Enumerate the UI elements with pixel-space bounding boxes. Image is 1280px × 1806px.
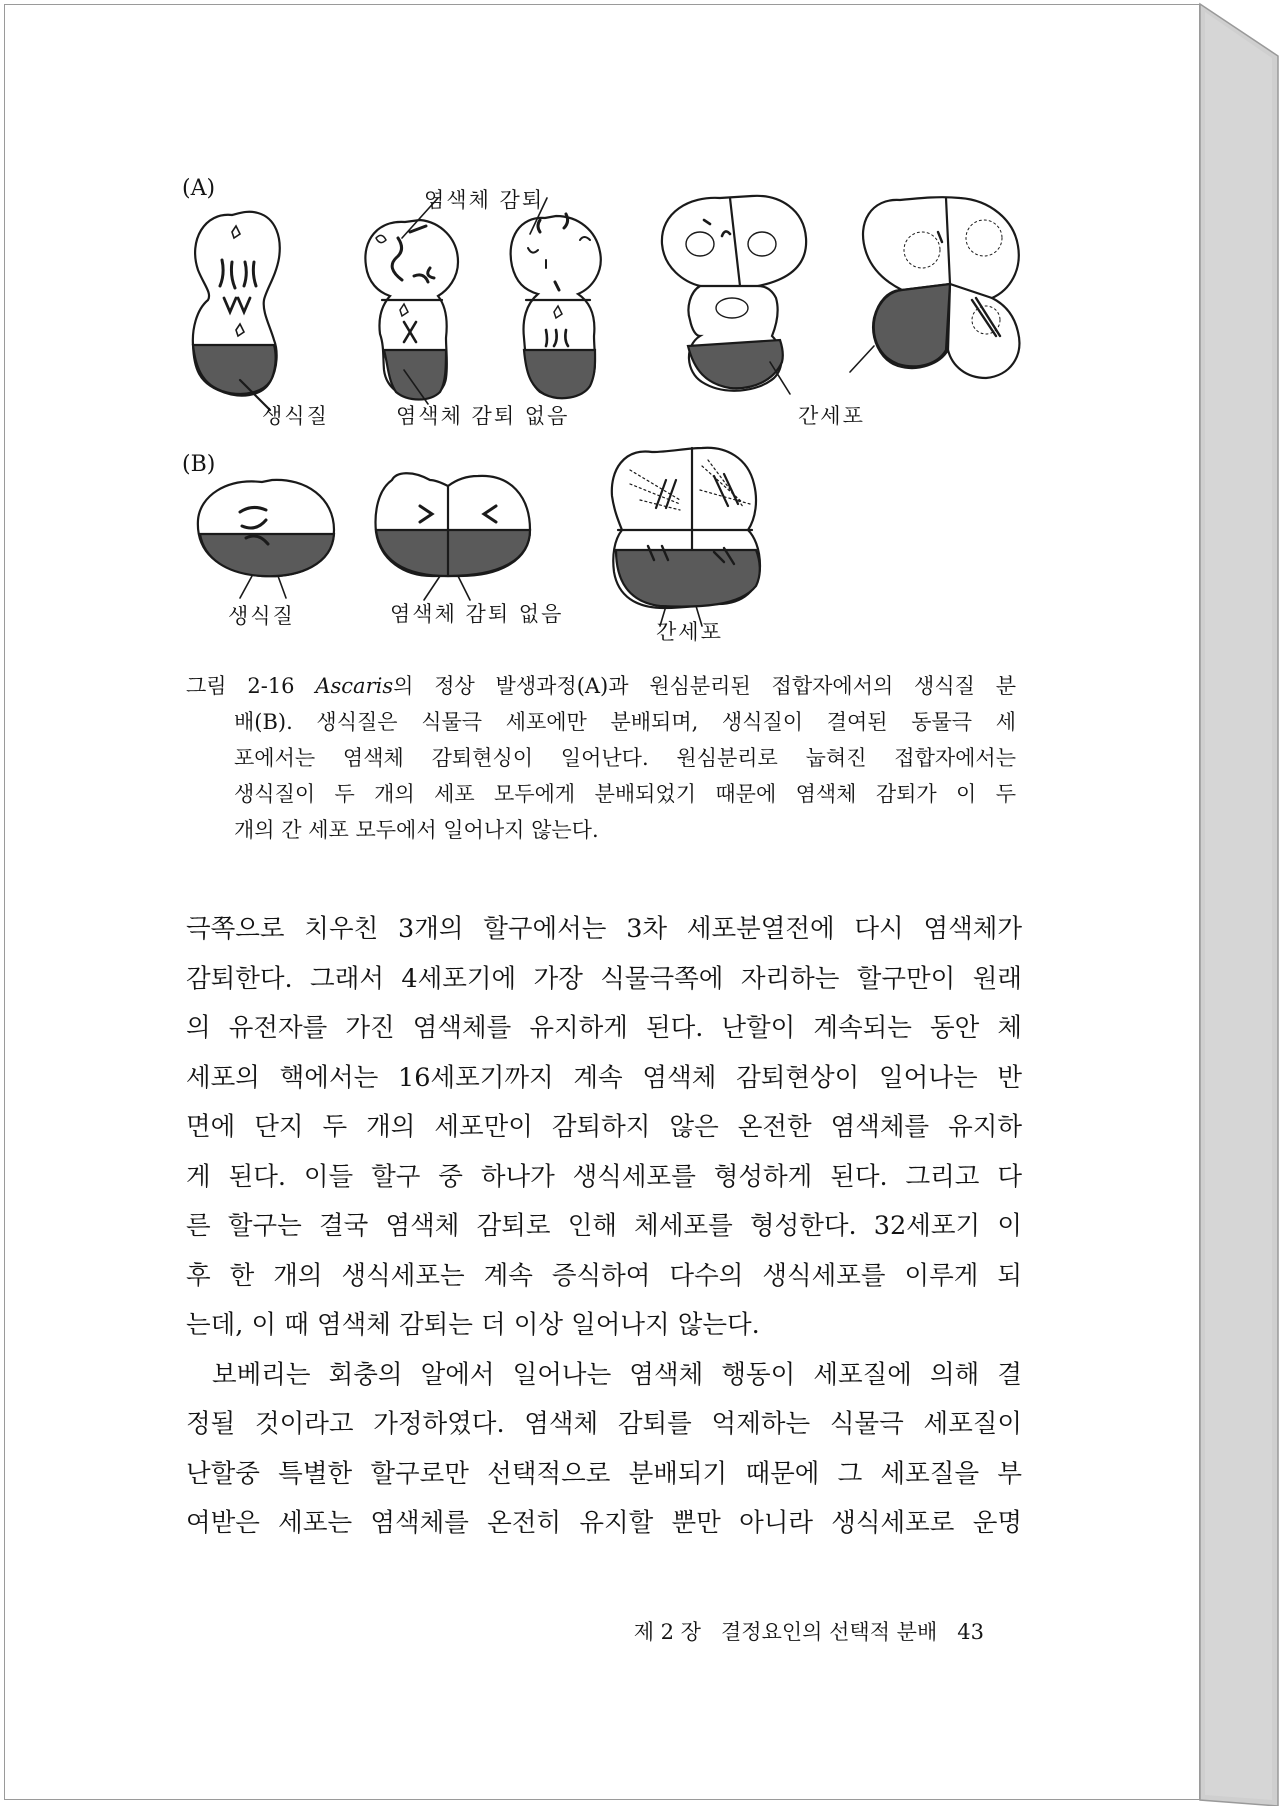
body-text <box>186 905 1022 1549</box>
label-b-germ-plasm: 생식질 <box>228 604 295 628</box>
body-line: 면에 단지 두 개의 세포만이 감퇴하지 않은 온전한 염색체를 유지하 <box>186 1112 1022 1142</box>
page-footer <box>634 1616 984 1646</box>
panel-a-cell-4 <box>662 196 806 394</box>
panel-a-cell-2 <box>365 198 458 404</box>
label-a-no-diminution: 염색체 감퇴 없음 <box>396 404 570 428</box>
caption-line: 포에서는 염색체 감퇴현싱이 일어난다. 원심분리로 눕혀진 접합자에서는 <box>234 746 1016 770</box>
figure-illustration <box>0 0 1280 700</box>
body-line: 세포의 핵에서는 16세포기까지 계속 염색체 감퇴현상이 일어나는 반 <box>186 1062 1022 1093</box>
footer-chapter: 제 2 장 <box>633 1620 701 1644</box>
label-a-germ-plasm: 생식질 <box>262 404 329 428</box>
label-b-somatic: 간세포 <box>656 620 723 644</box>
caption-line: 그림 2-16 Ascaris의 정상 발생과정(A)과 원심분리된 접합자에서의 생식질 분 <box>186 674 1016 698</box>
caption-line: 생식질이 두 개의 세포 모두에게 분배되었기 때문에 염색체 감퇴가 이 두 <box>234 782 1016 806</box>
caption-line: 개의 간 세포 모두에서 일어나지 않는다. <box>234 818 599 842</box>
panel-b-cell-2 <box>376 473 530 600</box>
panel-a-cell-1 <box>190 196 280 410</box>
body-line: 보베리는 회충의 알에서 일어나는 염색체 행동이 세포질에 의해 결 <box>212 1359 1022 1390</box>
label-chromosome-diminution: 염색체 감퇴 <box>424 188 545 212</box>
body-line: 게 된다. 이들 할구 중 하나가 생식세포를 형성하게 된다. 그리고 다 <box>186 1161 1022 1192</box>
body-line: 른 할구는 결국 염색체 감퇴로 인해 체세포를 형성한다. 32세포기 이 <box>186 1211 1022 1241</box>
label-a-somatic: 간세포 <box>798 404 865 428</box>
body-line: 난할중 특별한 할구로만 선택적으로 분배되기 때문에 그 세포질을 부 <box>186 1458 1022 1489</box>
panel-a-cell-3 <box>511 198 601 398</box>
body-line: 여받은 세포는 염색체를 온전히 유지할 뿐만 아니라 생식세포로 운명 <box>186 1508 1022 1538</box>
body-line: 감퇴한다. 그래서 4세포기에 가장 식물극쪽에 자리하는 할구만이 원래 <box>186 963 1022 994</box>
figure-caption <box>186 668 1016 848</box>
panel-b-cell-3 <box>612 448 760 626</box>
page-number: 43 <box>957 1620 984 1644</box>
panel-b-cell-1 <box>198 480 334 598</box>
body-line: 정될 것이라고 가정하였다. 염색체 감퇴를 억제하는 식물극 세포질이 <box>186 1409 1022 1439</box>
body-line: 극쪽으로 치우친 3개의 할구에서는 3차 세포분열전에 다시 염색체가 <box>186 914 1022 944</box>
label-b-no-diminution: 염색체 감퇴 없음 <box>390 602 564 626</box>
body-line: 의 유전자를 가진 염색체를 유지하게 된다. 난할이 계속되는 동안 체 <box>186 1013 1022 1043</box>
panel-a-cell-5 <box>850 197 1019 378</box>
panel-a-label: (A) <box>182 176 216 201</box>
body-line: 는데, 이 때 염색체 감퇴는 더 이상 일어나지 않는다. <box>186 1310 760 1340</box>
caption-line: 배(B). 생식질은 식물극 세포에만 분배되며, 생식질이 결여된 동물극 세 <box>234 710 1016 734</box>
panel-b-label: (B) <box>182 452 216 477</box>
body-line: 후 한 개의 생식세포는 계속 증식하여 다수의 생식세포를 이루게 되 <box>186 1260 1022 1291</box>
footer-title: 결정요인의 선택적 분배 <box>721 1620 938 1644</box>
